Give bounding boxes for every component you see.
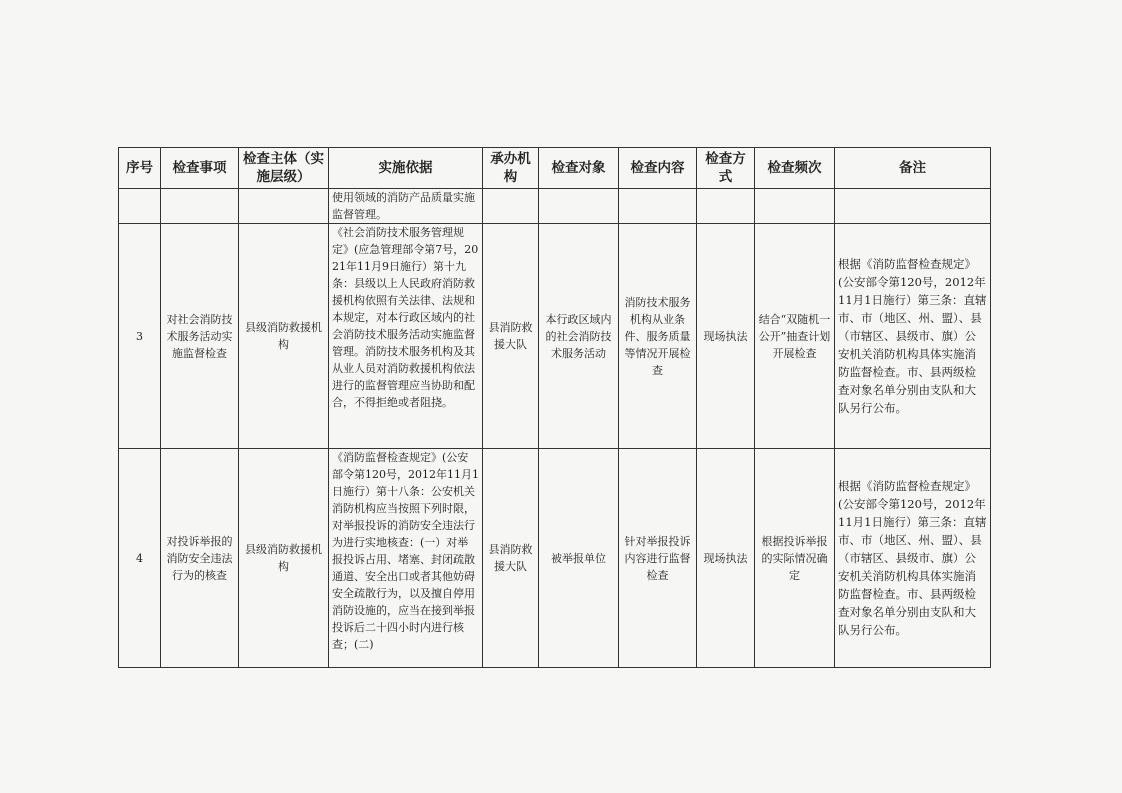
cell-subject: 县级消防救援机构: [239, 449, 329, 668]
cell-frequency: 结合“双随机一公开”抽查计划开展检查: [755, 224, 835, 449]
cell-basis: 《社会消防技术服务管理规定》(应急管理部令第7号，2021年11月9日施行）第十九条：县级以上人民政府消防救援机构依照有关法律、法规和本规定，对本行政区域内的社会消防技术服务活动实施监督管理。消防技术服务机构及其从业人员对消防救援机构依法进行的监督管理应当协助和配合，不得拒绝或者阻挠。: [329, 224, 483, 449]
cell-empty: [697, 189, 755, 224]
cell-method: 现场执法: [697, 449, 755, 668]
header-index: 序号: [119, 148, 161, 189]
cell-empty: [539, 189, 619, 224]
cell-empty: [119, 189, 161, 224]
header-frequency: 检查频次: [755, 148, 835, 189]
cell-target: 被举报单位: [539, 449, 619, 668]
cell-empty: [239, 189, 329, 224]
cell-target: 本行政区域内的社会消防技术服务活动: [539, 224, 619, 449]
cell-agency: 县消防救援大队: [483, 449, 539, 668]
cell-empty: [483, 189, 539, 224]
cell-subject: 县级消防救援机构: [239, 224, 329, 449]
cell-item: 对社会消防技术服务活动实施监督检查: [161, 224, 239, 449]
cell-index: 4: [119, 449, 161, 668]
header-subject: 检查主体（实施层级）: [239, 148, 329, 189]
cell-empty: [835, 189, 991, 224]
header-content: 检查内容: [619, 148, 697, 189]
table-row: [119, 224, 991, 449]
header-target: 检查对象: [539, 148, 619, 189]
cell-frequency: 根据投诉举报的实际情况确定: [755, 449, 835, 668]
header-note: 备注: [835, 148, 991, 189]
cell-note: 根据《消防监督检查规定》(公安部令第120号，2012年11月1日施行）第三条：直辖市、市（地区、州、盟）、县（市辖区、县级市、旗）公安机关消防机构具体实施消防监督检查。市、县两级检查对象名单分别由支队和大队另行公布。: [835, 224, 991, 449]
cell-empty: [161, 189, 239, 224]
cell-basis: 《消防监督检查规定》(公安部令第120号，2012年11月1日施行）第十八条：公安机关消防机构应当按照下列时限，对举报投诉的消防安全违法行为进行实地核查：(一）对举报投诉占用、堵塞、封闭疏散通道、安全出口或者其他妨碍安全疏散行为，以及擅自停用消防设施的，应当在接到举报投诉后二十四小时内进行核查；(二): [329, 449, 483, 668]
cell-note: 根据《消防监督检查规定》(公安部令第120号，2012年11月1日施行）第三条：直辖市、市（地区、州、盟）、县（市辖区、县级市、旗）公安机关消防机构具体实施消防监督检查。市、县两级检查对象名单分别由支队和大队另行公布。: [835, 449, 991, 668]
inspection-table: [118, 147, 991, 668]
table-row: [119, 449, 991, 668]
cell-content: 消防技术服务机构从业条件、服务质量等情况开展检查: [619, 224, 697, 449]
cell-agency: 县消防救援大队: [483, 224, 539, 449]
cell-content: 针对举报投诉内容进行监督检查: [619, 449, 697, 668]
cell-basis: 使用领域的消防产品质量实施监督管理。: [329, 189, 483, 224]
cell-empty: [755, 189, 835, 224]
header-agency: 承办机构: [483, 148, 539, 189]
header-item: 检查事项: [161, 148, 239, 189]
cell-empty: [619, 189, 697, 224]
header-method: 检查方式: [697, 148, 755, 189]
header-row: [119, 148, 991, 189]
cell-item: 对投诉举报的消防安全违法行为的核查: [161, 449, 239, 668]
cell-method: 现场执法: [697, 224, 755, 449]
header-basis: 实施依据: [329, 148, 483, 189]
table-row-continuation: [119, 189, 991, 224]
cell-index: 3: [119, 224, 161, 449]
